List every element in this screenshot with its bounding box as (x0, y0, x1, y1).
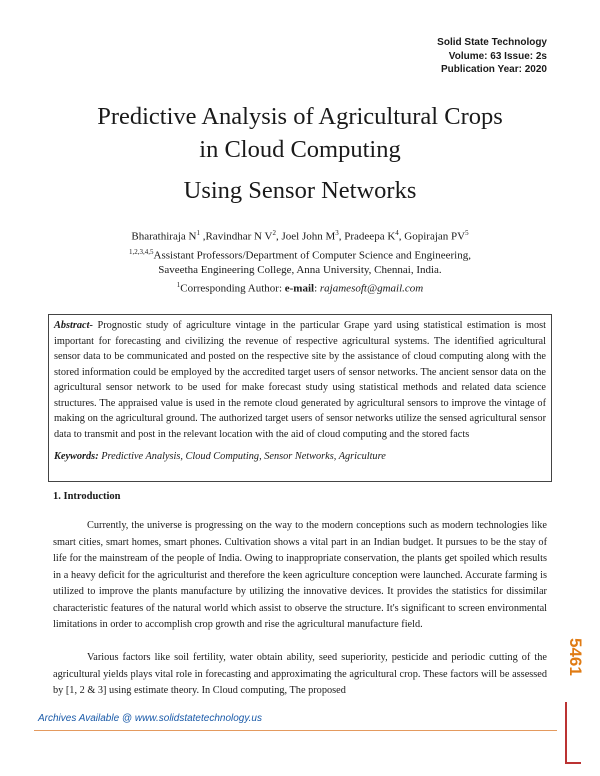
email-link[interactable]: rajamesoft@gmail.com (319, 282, 424, 295)
keywords: Keywords: Predictive Analysis, Cloud Computing, Sensor Networks, Agriculture (54, 451, 386, 462)
journal-name: Solid State Technology (437, 37, 547, 48)
abstract-text: Abstract- Prognostic study of agriculture vintage in the particular Grape yard using statistical estimation is most important for forecasting and civilizing the revenue of respective agricultural systems. The identified agricultural sensor data to be communicated and posted on the respective site by the assistance of cloud computing along with the stored information could be employed by the accredited target users of sensor networks. The ancient sensor data on the agricultural sensor network to be used for make forecast study using statistical methods and related data science structures. The appraised value is used in the remote cloud generated by agricultural sensors to improve the vintage of making on the agricultural ground. The authorized target users of sensor networks utilize the sensed agricultural sensor data to transmit and post in the relevant location with the aid of cloud computing and the stored facts (54, 320, 546, 440)
journal-info (437, 36, 547, 77)
intro-paragraph-2: Various factors like soil fertility, water obtain ability, seed superiority, pesticide and periodic cutting of the agricultural yields plays vital role in forecasting and approximating the agricultural crop. These factors will be assessed by [1, 2 & 3] using estimate theory. In Cloud computing, The proposed (53, 652, 547, 696)
abstract-box (48, 314, 552, 482)
author-name: Gopirajan PV (404, 230, 466, 243)
journal-year: Publication Year: 2020 (441, 64, 547, 75)
footer-rule (34, 730, 557, 731)
author-name: Bharathiraja N (131, 230, 197, 243)
author-name: Joel John M (281, 230, 336, 243)
section-heading: 1. Introduction (53, 491, 121, 502)
title-line-1: Predictive Analysis of Agricultural Crops (97, 103, 503, 130)
author-list: Bharathiraja $N^1$ ,Ravindhar N $V^2$, Joel John $M^3$, Pradeepa $K^4$, Gopirajan $PV^5$ (131, 229, 469, 243)
paper-title (20, 100, 580, 166)
journal-volume: Volume: 63 Issue: 2s (448, 50, 547, 62)
intro-paragraph-1: Currently, the universe is progressing on the way to the modern conceptions such as modern technologies like smart cities, smart homes, smart phones. Cultivation shows a vital part in an Indian budget. It pursues to be the stay of life for the mainstream of the people of India. Owing to inappropriate conservation, the plants get spoiled which results in a heavy deficit for the agriculturist and therefore the keen agriculture conception were launched. Accurate farming is utilized to improve the plants manufacture by utilizing the innovative devices. It provides the statistics for dissimilar characteristic features of the natural world which assist to observe the structure. It's significant to screen environmental limitations in order to accomplish crop growth and rise the agricultural manufacture field. (53, 520, 547, 630)
footer-link[interactable]: Archives Available @ www.solidstatetechnology.us (38, 713, 262, 724)
abstract-label: Abstract- (54, 320, 93, 331)
institution: Saveetha Engineering College, Anna University, Chennai, India. (158, 264, 442, 277)
page-number: 5461 (566, 638, 585, 676)
title-line-3: Using Sensor Networks (183, 177, 417, 204)
author-block (20, 226, 580, 297)
title-line-2: in Cloud Computing (199, 136, 401, 163)
author-name: Ravindhar N V (205, 230, 273, 243)
author-name: Pradeepa K (344, 230, 396, 243)
page-tab-bracket (565, 702, 581, 764)
affiliation: $^{1,2,3,4,5}$Assistant Professors/Department of Computer Science and Engineering, (129, 247, 471, 262)
keywords-label: Keywords: (54, 451, 99, 462)
corresponding-author: $^1$Corresponding Author: e-mail: rajamesoft@gmail.com (176, 281, 424, 295)
